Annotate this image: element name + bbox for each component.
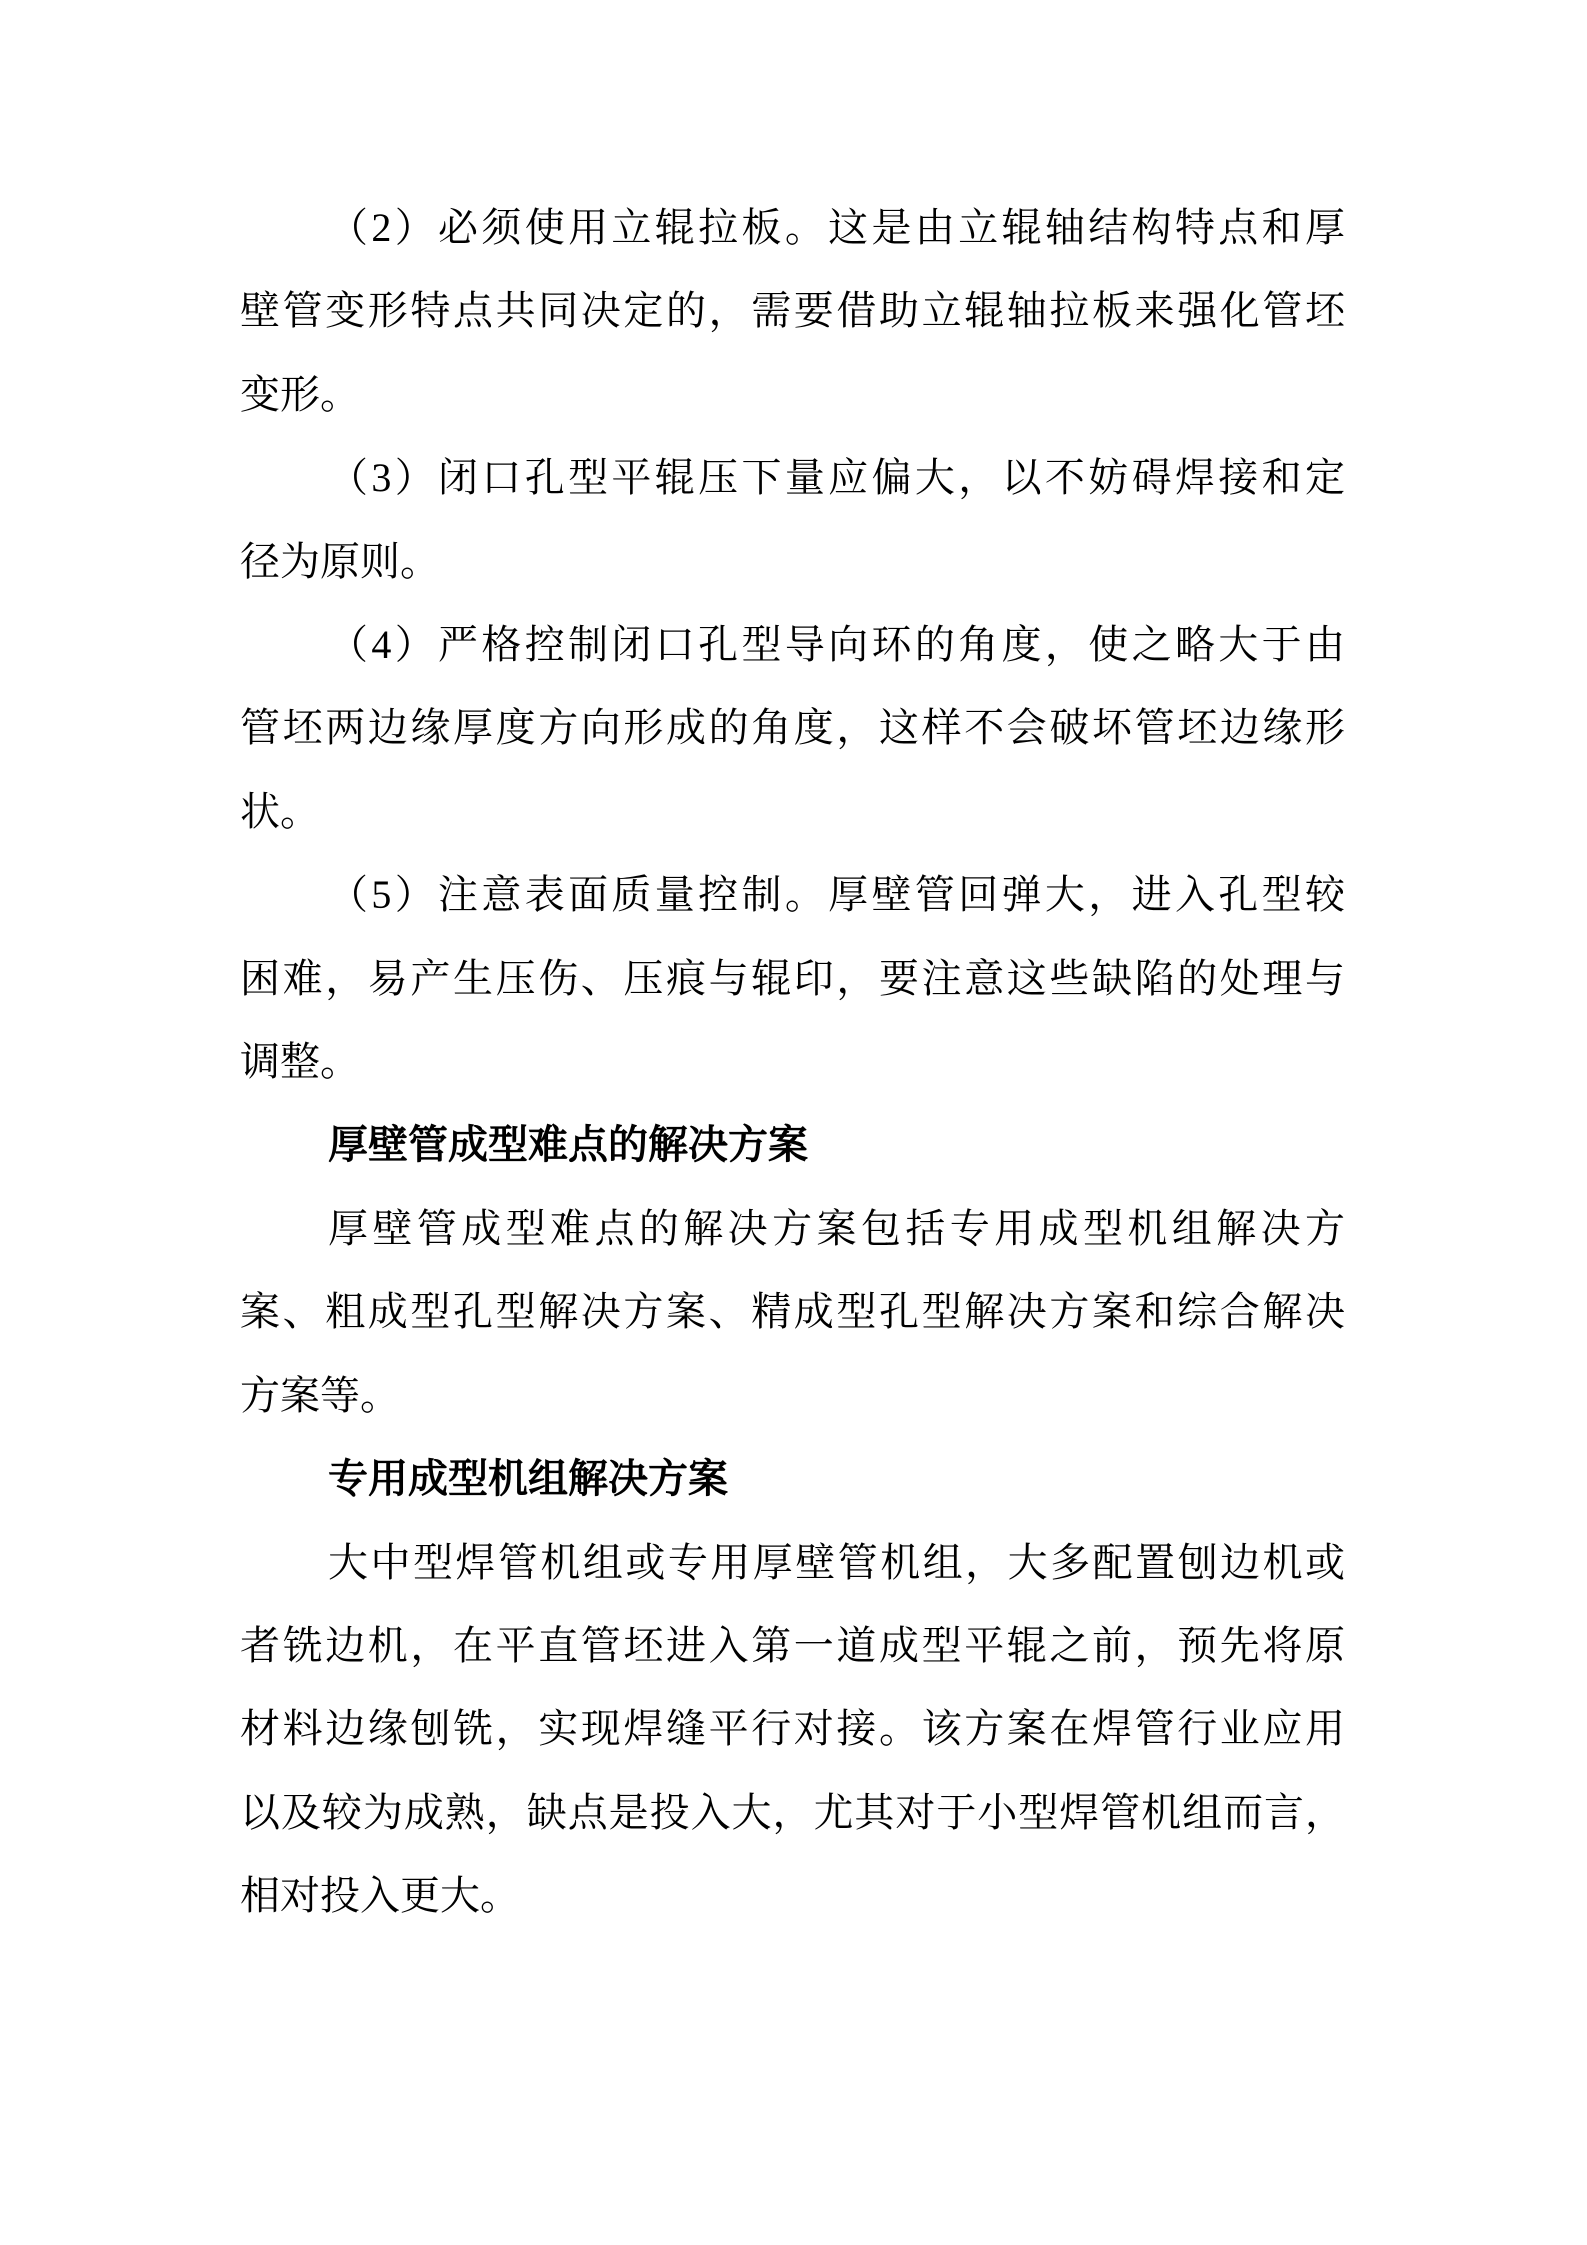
text-block — [240, 186, 1345, 1938]
text-line: （2）必须使用立辊拉板。这是由立辊轴结构特点和厚 — [328, 205, 1345, 250]
text-line: 相对投入更大。 — [240, 1873, 520, 1919]
text-line: （3）闭口孔型平辊压下量应偏大，以不妨碍焊接和定 — [328, 455, 1345, 501]
text-line: （4）严格控制闭口孔型导向环的角度，使之略大于由 — [328, 622, 1345, 668]
text-line: 厚壁管成型难点的解决方案包括专用成型机组解决方 — [328, 1205, 1345, 1251]
paragraph-item-5 — [240, 853, 1345, 1103]
text-line: 调整。 — [240, 1039, 360, 1085]
text-line: 状。 — [240, 788, 320, 834]
paragraph-item-2 — [240, 186, 1345, 436]
paragraph-item-3 — [240, 436, 1345, 603]
text-line: （5）注意表面质量控制。厚壁管回弹大，进入孔型较 — [328, 872, 1345, 918]
text-line: 案、粗成型孔型解决方案、精成型孔型解决方案和综合解决 — [240, 1289, 1345, 1335]
text-line: 径为原则。 — [240, 538, 440, 584]
paragraph-solutions-overview — [240, 1187, 1345, 1437]
paragraph-dedicated-mill-detail — [240, 1521, 1345, 1938]
paragraph-item-4 — [240, 603, 1345, 853]
text-line: 者铣边机，在平直管坯进入第一道成型平辊之前，预先将原 — [240, 1622, 1345, 1668]
text-line: 厚壁管成型难点的解决方案 — [328, 1122, 808, 1168]
section-heading-difficulty-solutions — [240, 1103, 1345, 1186]
text-line: 大中型焊管机组或专用厚壁管机组，大多配置刨边机或 — [328, 1539, 1345, 1585]
text-line: 方案等。 — [240, 1372, 400, 1418]
text-line: 壁管变形特点共同决定的，需要借助立辊轴拉板来强化管坯 — [240, 288, 1345, 334]
text-line: 困难，易产生压伤、压痕与辊印，要注意这些缺陷的处理与 — [240, 955, 1345, 1001]
section-heading-dedicated-mill-solution — [240, 1437, 1345, 1520]
text-line: 管坯两边缘厚度方向形成的角度，这样不会破坏管坯边缘形 — [240, 705, 1345, 751]
text-line: 专用成型机组解决方案 — [328, 1456, 728, 1502]
text-line: 材料边缘刨铣，实现焊缝平行对接。该方案在焊管行业应用 — [240, 1706, 1345, 1752]
text-line: 以及较为成熟，缺点是投入大，尤其对于小型焊管机组而言， — [240, 1789, 1345, 1835]
text-line: 变形。 — [240, 371, 360, 417]
